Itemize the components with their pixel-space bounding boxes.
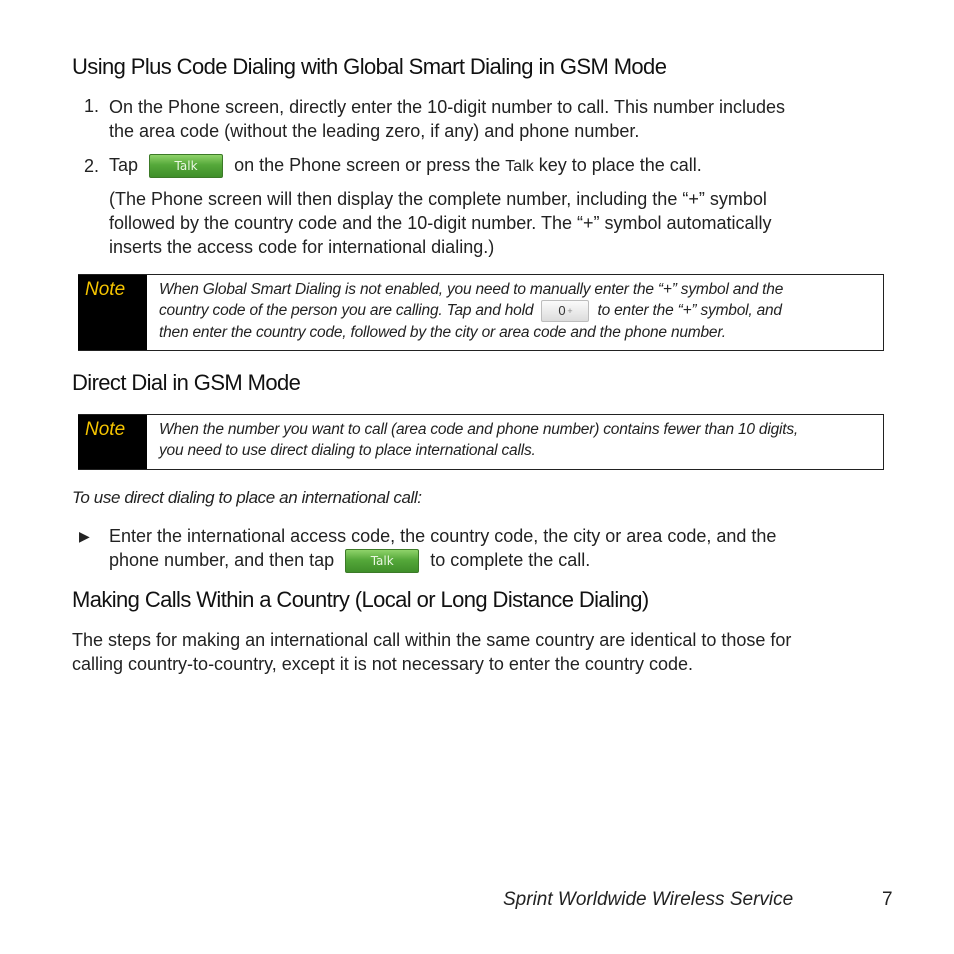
- section-heading-direct-dial: Direct Dial in GSM Mode: [72, 370, 301, 395]
- note-line-2b: to enter the “+” symbol, and: [597, 302, 782, 320]
- paragraph-line: inserts the access code for international dialing.): [109, 237, 495, 257]
- section-heading-plus-code: Using Plus Code Dialing with Global Smart Dialing in GSM Mode: [72, 54, 667, 79]
- note-box-direct-dial: [78, 414, 884, 470]
- note-line: you need to use direct dialing to place international calls.: [159, 442, 536, 459]
- page-number: 7: [882, 889, 893, 910]
- step-1-text: [109, 95, 889, 143]
- paragraph-line: The steps for making an international call within the same country are identical to those for: [72, 630, 792, 650]
- note-line: When the number you want to call (area code and phone number) contains fewer than 10 digits,: [159, 421, 799, 438]
- step-2-pre: Tap: [109, 155, 139, 175]
- step-1-line-1: On the Phone screen, directly enter the 10-digit number to call. This number includes: [109, 97, 786, 117]
- talk-button[interactable]: Talk: [149, 154, 223, 178]
- note-line: [159, 300, 873, 322]
- note-line: then enter the country code, followed by the city or area code and the phone number.: [159, 324, 726, 341]
- step-2-paragraph: [109, 187, 772, 259]
- bullet-line-2: [109, 548, 776, 573]
- note-line: When Global Smart Dialing is not enabled, you need to manually enter the “+” symbol and the: [159, 281, 784, 298]
- paragraph-line: (The Phone screen will then display the complete number, including the “+” symbol: [109, 189, 767, 209]
- talk-key-label: Talk: [505, 158, 534, 175]
- step-2-post-b: key to place the call.: [538, 155, 702, 175]
- note-line-2a: country code of the person you are calling. Tap and hold: [159, 302, 534, 320]
- footer-title: Sprint Worldwide Wireless Service: [503, 889, 794, 910]
- zero-key-plus: +: [567, 306, 573, 316]
- procedure-heading: To use direct dialing to place an international call:: [72, 488, 422, 507]
- talk-button[interactable]: Talk: [345, 549, 419, 573]
- paragraph-line: calling country-to-country, except it is not necessary to enter the country code.: [72, 654, 693, 674]
- note-text: [159, 419, 873, 461]
- bullet-step-text: [109, 524, 776, 573]
- step-2-text: [109, 153, 702, 179]
- bullet-line-2b: to complete the call.: [430, 550, 591, 570]
- bullet-arrow-icon: ▶: [79, 528, 90, 544]
- paragraph-line: followed by the country code and the 10-digit number. The “+” symbol automatically: [109, 213, 772, 233]
- note-label: Note: [78, 275, 147, 350]
- section-heading-within-country: Making Calls Within a Country (Local or Long Distance Dialing): [72, 587, 649, 612]
- note-box-global-smart-dialing: [78, 274, 884, 351]
- step-2-post-a: on the Phone screen or press the: [234, 155, 501, 175]
- bullet-line-1: Enter the international access code, the country code, the city or area code, and the: [109, 526, 777, 546]
- within-country-paragraph: [72, 628, 791, 676]
- zero-key-digit: 0: [558, 303, 566, 318]
- zero-plus-key[interactable]: [541, 300, 589, 322]
- note-text: [159, 279, 873, 343]
- note-label: Note: [78, 415, 147, 469]
- step-number: 2.: [84, 156, 100, 176]
- step-1-line-2: the area code (without the leading zero, if any) and phone number.: [109, 121, 640, 141]
- step-number: 1.: [84, 96, 100, 116]
- bullet-line-2a: phone number, and then tap: [109, 550, 335, 570]
